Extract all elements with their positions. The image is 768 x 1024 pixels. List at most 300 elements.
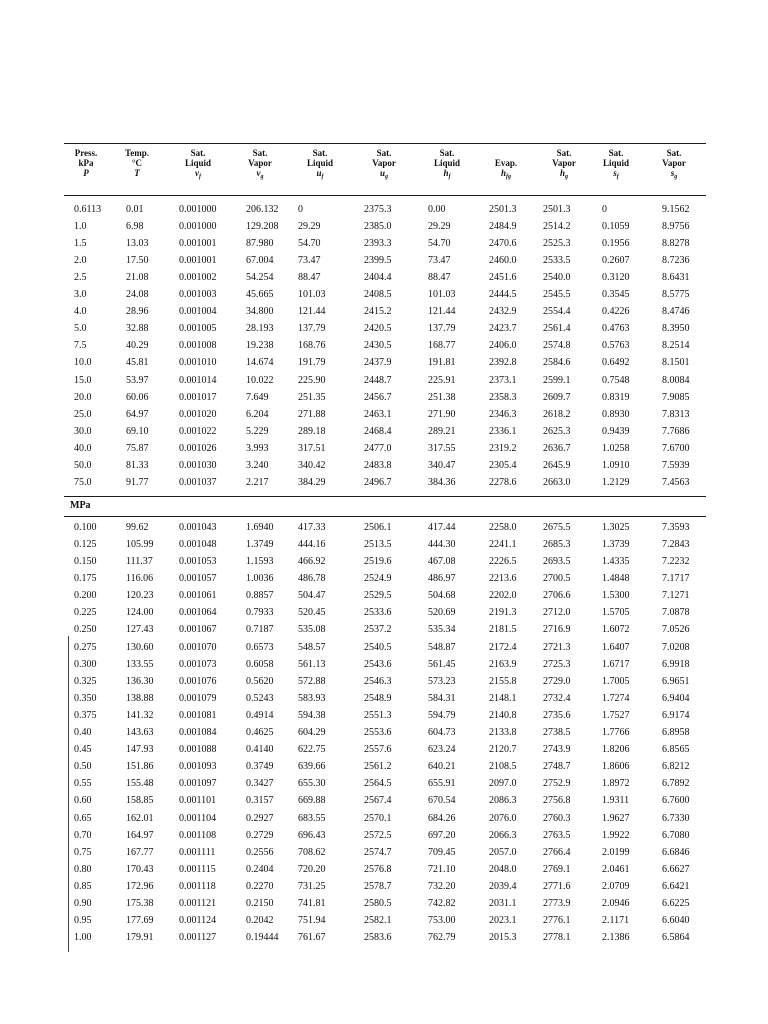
symbol: u bbox=[316, 168, 322, 178]
column-header bbox=[434, 148, 460, 182]
table-row bbox=[64, 864, 706, 881]
table-cell: 384.29 bbox=[298, 476, 326, 488]
table-cell: 64.97 bbox=[126, 408, 149, 420]
table-cell: 732.20 bbox=[428, 880, 456, 892]
table-cell: 54.254 bbox=[246, 272, 274, 284]
table-row bbox=[64, 727, 706, 744]
table-cell: 2580.5 bbox=[364, 898, 392, 910]
table-cell: 317.55 bbox=[428, 442, 456, 454]
left-edge-rule bbox=[68, 636, 69, 952]
table-cell: 2553.6 bbox=[364, 727, 392, 739]
table-cell: 1.6940 bbox=[246, 521, 274, 533]
table-cell: 6.204 bbox=[246, 408, 269, 420]
column-header-symbol bbox=[248, 168, 272, 182]
table-cell: 2406.0 bbox=[489, 340, 517, 352]
table-row bbox=[64, 847, 706, 864]
table-cell: 2031.1 bbox=[489, 898, 517, 910]
symbol: h bbox=[500, 168, 507, 178]
symbol-subscript: g bbox=[674, 174, 678, 180]
column-header-line2: Vapor bbox=[552, 158, 576, 168]
column-header-symbol bbox=[125, 168, 149, 182]
table-cell: 2752.9 bbox=[543, 778, 571, 790]
table-cell: 6.9404 bbox=[662, 692, 690, 704]
table-row bbox=[64, 460, 706, 477]
table-cell: 0.225 bbox=[74, 607, 97, 619]
column-header-line1: Sat. bbox=[376, 148, 392, 158]
table-cell: 8.2514 bbox=[662, 340, 690, 352]
table-row bbox=[64, 676, 706, 693]
table-cell: 53.97 bbox=[126, 374, 149, 386]
symbol: T bbox=[134, 168, 140, 178]
table-cell: 5.0 bbox=[74, 323, 87, 335]
table-cell: 9.1562 bbox=[662, 204, 690, 215]
table-cell: 7.8313 bbox=[662, 408, 690, 420]
table-cell: 2557.6 bbox=[364, 744, 392, 756]
table-row bbox=[64, 238, 706, 255]
section-rule-top bbox=[64, 496, 706, 497]
table-cell: 561.13 bbox=[298, 658, 326, 670]
table-cell: 2202.0 bbox=[489, 590, 517, 602]
column-header-line1: Sat. bbox=[252, 148, 268, 158]
column-header-symbol bbox=[372, 168, 396, 182]
table-cell: 669.88 bbox=[298, 795, 326, 807]
table-cell: 1.8206 bbox=[602, 744, 630, 756]
table-cell: 6.6040 bbox=[662, 915, 690, 927]
table-cell: 504.68 bbox=[428, 590, 456, 602]
column-header bbox=[552, 148, 576, 182]
table-cell: 116.06 bbox=[126, 573, 154, 585]
table-cell: 6.7892 bbox=[662, 778, 690, 790]
table-cell: 1.6072 bbox=[602, 624, 630, 636]
table-cell: 2732.4 bbox=[543, 692, 571, 704]
table-cell: 0.7548 bbox=[602, 374, 630, 386]
header-rule bbox=[64, 195, 706, 196]
table-cell: 2140.8 bbox=[489, 709, 517, 721]
table-cell: 683.55 bbox=[298, 812, 326, 824]
table-cell: 0.001111 bbox=[179, 846, 216, 858]
table-cell: 29.29 bbox=[428, 221, 451, 233]
table-row bbox=[64, 573, 706, 590]
table-cell: 7.649 bbox=[246, 391, 269, 403]
table-cell: 731.25 bbox=[298, 880, 326, 892]
table-cell: 91.77 bbox=[126, 476, 149, 488]
table-cell: 1.7766 bbox=[602, 727, 630, 739]
table-cell: 0.001076 bbox=[179, 675, 217, 687]
table-cell: 45.81 bbox=[126, 357, 149, 369]
table-cell: 0.001108 bbox=[179, 829, 217, 841]
table-cell: 2437.9 bbox=[364, 357, 392, 369]
table-cell: 0.001001 bbox=[179, 255, 217, 267]
table-cell: 1.3025 bbox=[602, 521, 630, 533]
table-cell: 155.48 bbox=[126, 778, 154, 790]
table-cell: 151.86 bbox=[126, 761, 154, 773]
table-cell: 2533.6 bbox=[364, 607, 392, 619]
table-cell: 0.001115 bbox=[179, 863, 216, 875]
table-row bbox=[64, 778, 706, 795]
table-cell: 7.3593 bbox=[662, 521, 690, 533]
table-cell: 2468.4 bbox=[364, 425, 392, 437]
table-cell: 2.217 bbox=[246, 476, 269, 488]
table-cell: 0.001000 bbox=[179, 204, 217, 215]
column-header bbox=[248, 148, 272, 182]
table-cell: 466.92 bbox=[298, 556, 326, 568]
table-cell: 34.800 bbox=[246, 306, 274, 318]
table-cell: 535.08 bbox=[298, 624, 326, 636]
table-cell: 1.4848 bbox=[602, 573, 630, 585]
table-cell: 162.01 bbox=[126, 812, 154, 824]
table-cell: 7.1271 bbox=[662, 590, 690, 602]
column-header-line2: Liquid bbox=[433, 158, 461, 168]
table-cell: 2582.1 bbox=[364, 915, 392, 927]
table-cell: 0.001067 bbox=[179, 624, 217, 636]
table-cell: 60.06 bbox=[126, 391, 149, 403]
table-cell: 121.44 bbox=[298, 306, 326, 318]
table-cell: 87.980 bbox=[246, 238, 274, 250]
table-cell: 561.45 bbox=[428, 658, 456, 670]
table-cell: 3.240 bbox=[246, 459, 269, 471]
table-cell: 5.229 bbox=[246, 425, 269, 437]
table-cell: 1.7005 bbox=[602, 675, 630, 687]
table-cell: 2506.1 bbox=[364, 521, 392, 533]
table-cell: 179.91 bbox=[126, 932, 154, 944]
table-cell: 2578.7 bbox=[364, 880, 392, 892]
table-cell: 164.97 bbox=[126, 829, 154, 841]
table-cell: 6.5864 bbox=[662, 932, 690, 944]
table-cell: 0.001014 bbox=[179, 374, 217, 386]
table-cell: 0.2042 bbox=[246, 915, 274, 927]
table-cell: 0.75 bbox=[74, 846, 92, 858]
table-cell: 2415.2 bbox=[364, 306, 392, 318]
table-cell: 7.0208 bbox=[662, 641, 690, 653]
table-cell: 1.8972 bbox=[602, 778, 630, 790]
column-header-symbol bbox=[495, 168, 517, 182]
table-cell: 2773.9 bbox=[543, 898, 571, 910]
table-row bbox=[64, 693, 706, 710]
symbol: P bbox=[83, 168, 89, 178]
table-cell: 32.88 bbox=[126, 323, 149, 335]
table-cell: 0.55 bbox=[74, 778, 92, 790]
table-cell: 136.30 bbox=[126, 675, 154, 687]
table-cell: 3.0 bbox=[74, 289, 87, 301]
table-cell: 2574.8 bbox=[543, 340, 571, 352]
table-cell: 2769.1 bbox=[543, 863, 571, 875]
table-cell: 0.001061 bbox=[179, 590, 217, 602]
table-cell: 2448.7 bbox=[364, 374, 392, 386]
table-cell: 6.6846 bbox=[662, 846, 690, 858]
table-cell: 761.67 bbox=[298, 932, 326, 944]
table-cell: 2675.5 bbox=[543, 521, 571, 533]
table-cell: 2519.6 bbox=[364, 556, 392, 568]
table-cell: 2460.0 bbox=[489, 255, 517, 267]
table-cell: 2423.7 bbox=[489, 323, 517, 335]
table-cell: 6.7080 bbox=[662, 829, 690, 841]
table-cell: 0.001057 bbox=[179, 573, 217, 585]
table-cell: 8.9756 bbox=[662, 221, 690, 233]
table-cell: 1.2129 bbox=[602, 476, 630, 488]
table-cell: 0.9439 bbox=[602, 425, 630, 437]
table-cell: 101.03 bbox=[428, 289, 456, 301]
table-cell: 0.2556 bbox=[246, 846, 274, 858]
table-cell: 0.01 bbox=[126, 204, 144, 215]
table-cell: 2546.3 bbox=[364, 675, 392, 687]
table-cell: 2451.6 bbox=[489, 272, 517, 284]
column-header-line2: Vapor bbox=[372, 158, 396, 168]
table-cell: 2404.4 bbox=[364, 272, 392, 284]
table-cell: 75.87 bbox=[126, 442, 149, 454]
section-rule-bottom bbox=[64, 516, 706, 517]
table-cell: 2.1171 bbox=[602, 915, 630, 927]
table-cell: 2771.6 bbox=[543, 880, 571, 892]
table-cell: 10.022 bbox=[246, 374, 274, 386]
table-cell: 2685.3 bbox=[543, 538, 571, 550]
table-cell: 1.4335 bbox=[602, 556, 630, 568]
symbol: v bbox=[256, 168, 261, 178]
table-cell: 0.4914 bbox=[246, 709, 274, 721]
table-cell: 0.8857 bbox=[246, 590, 274, 602]
table-cell: 741.81 bbox=[298, 898, 326, 910]
table-cell: 1.00 bbox=[74, 932, 92, 944]
table-cell: 168.76 bbox=[298, 340, 326, 352]
table-cell: 8.8278 bbox=[662, 238, 690, 250]
table-cell: 191.81 bbox=[428, 357, 456, 369]
column-header bbox=[495, 148, 517, 182]
table-cell: 0.4763 bbox=[602, 323, 630, 335]
table-cell: 225.91 bbox=[428, 374, 456, 386]
table-cell: 1.7527 bbox=[602, 709, 630, 721]
table-cell: 2120.7 bbox=[489, 744, 517, 756]
table-cell: 0.001081 bbox=[179, 709, 217, 721]
table-cell: 2477.0 bbox=[364, 442, 392, 454]
table-cell: 2540.0 bbox=[543, 272, 571, 284]
table-cell: 2258.0 bbox=[489, 521, 517, 533]
table-cell: 0.2150 bbox=[246, 898, 274, 910]
table-cell: 0.001000 bbox=[179, 221, 217, 233]
column-header-symbol bbox=[185, 168, 211, 182]
table-cell: 2567.4 bbox=[364, 795, 392, 807]
table-cell: 0.2729 bbox=[246, 829, 274, 841]
table-cell: 655.30 bbox=[298, 778, 326, 790]
table-cell: 2700.5 bbox=[543, 573, 571, 585]
table-cell: 2163.9 bbox=[489, 658, 517, 670]
table-row bbox=[64, 659, 706, 676]
column-header-line2: Vapor bbox=[662, 158, 686, 168]
table-cell: 7.4563 bbox=[662, 476, 690, 488]
symbol: h bbox=[559, 168, 565, 178]
table-cell: 175.38 bbox=[126, 898, 154, 910]
table-cell: 0.001005 bbox=[179, 323, 217, 335]
table-cell: 2048.0 bbox=[489, 863, 517, 875]
table-cell: 0.001097 bbox=[179, 778, 217, 790]
column-header-line2: °C bbox=[131, 158, 143, 168]
column-header bbox=[372, 148, 396, 182]
table-cell: 0.5243 bbox=[246, 692, 274, 704]
table-cell: 2213.6 bbox=[489, 573, 517, 585]
table-cell: 21.08 bbox=[126, 272, 149, 284]
table-cell: 2525.3 bbox=[543, 238, 571, 250]
table-cell: 2561.2 bbox=[364, 761, 392, 773]
column-header-line1: Sat. bbox=[608, 148, 624, 158]
table-cell: 2408.5 bbox=[364, 289, 392, 301]
table-cell: 0.3120 bbox=[602, 272, 630, 284]
table-cell: 2706.6 bbox=[543, 590, 571, 602]
table-cell: 2133.8 bbox=[489, 727, 517, 739]
table-cell: 0.001104 bbox=[179, 812, 217, 824]
table-cell: 753.00 bbox=[428, 915, 456, 927]
table-cell: 0.80 bbox=[74, 863, 92, 875]
table-cell: 2305.4 bbox=[489, 459, 517, 471]
table-cell: 548.87 bbox=[428, 641, 456, 653]
table-row bbox=[64, 272, 706, 289]
table-row bbox=[64, 255, 706, 272]
table-cell: 13.03 bbox=[126, 238, 149, 250]
table-cell: 0.85 bbox=[74, 880, 92, 892]
table-cell: 709.45 bbox=[428, 846, 456, 858]
table-cell: 127.43 bbox=[126, 624, 154, 636]
table-cell: 75.0 bbox=[74, 476, 92, 488]
table-cell: 639.66 bbox=[298, 761, 326, 773]
column-header-symbol bbox=[552, 168, 576, 182]
table-cell: 54.70 bbox=[428, 238, 451, 250]
table-cell: 684.26 bbox=[428, 812, 456, 824]
table-cell: 1.5705 bbox=[602, 607, 630, 619]
table-cell: 0.001118 bbox=[179, 880, 216, 892]
table-cell: 2319.2 bbox=[489, 442, 517, 454]
table-cell: 2712.0 bbox=[543, 607, 571, 619]
column-header-line1: Press. bbox=[74, 148, 98, 158]
table-row bbox=[64, 323, 706, 340]
table-cell: 7.5 bbox=[74, 340, 87, 352]
table-cell: 0.001003 bbox=[179, 289, 217, 301]
table-cell: 0.6492 bbox=[602, 357, 630, 369]
table-cell: 2609.7 bbox=[543, 391, 571, 403]
table-cell: 2039.4 bbox=[489, 880, 517, 892]
table-cell: 384.36 bbox=[428, 476, 456, 488]
table-cell: 584.31 bbox=[428, 692, 456, 704]
table-cell: 172.96 bbox=[126, 880, 154, 892]
table-cell: 2543.6 bbox=[364, 658, 392, 670]
table-cell: 0.001084 bbox=[179, 727, 217, 739]
table-cell: 2636.7 bbox=[543, 442, 571, 454]
table-cell: 99.62 bbox=[126, 521, 149, 533]
table-cell: 0.2404 bbox=[246, 863, 274, 875]
table-cell: 101.03 bbox=[298, 289, 326, 301]
table-cell: 520.45 bbox=[298, 607, 326, 619]
table-cell: 1.5300 bbox=[602, 590, 630, 602]
table-cell: 3.993 bbox=[246, 442, 269, 454]
table-cell: 130.60 bbox=[126, 641, 154, 653]
table-cell: 289.21 bbox=[428, 425, 456, 437]
table-row bbox=[64, 289, 706, 306]
table-cell: 2.0946 bbox=[602, 898, 630, 910]
table-cell: 0.001008 bbox=[179, 340, 217, 352]
column-header-line1 bbox=[495, 148, 517, 158]
table-cell: 29.29 bbox=[298, 221, 321, 233]
table-cell: 289.18 bbox=[298, 425, 326, 437]
table-row bbox=[64, 392, 706, 409]
column-header-symbol bbox=[662, 168, 686, 182]
table-cell: 0.001017 bbox=[179, 391, 217, 403]
table-cell: 2748.7 bbox=[543, 761, 571, 773]
table-cell: 2470.6 bbox=[489, 238, 517, 250]
table-cell: 2551.3 bbox=[364, 709, 392, 721]
table-cell: 137.79 bbox=[428, 323, 456, 335]
column-header bbox=[662, 148, 686, 182]
table-row bbox=[64, 761, 706, 778]
table-cell: 50.0 bbox=[74, 459, 92, 471]
table-cell: 6.9918 bbox=[662, 658, 690, 670]
table-cell: 0.90 bbox=[74, 898, 92, 910]
table-row bbox=[64, 813, 706, 830]
table-row bbox=[64, 932, 706, 949]
table-cell: 417.33 bbox=[298, 521, 326, 533]
table-cell: 2336.1 bbox=[489, 425, 517, 437]
table-cell: 2.0461 bbox=[602, 863, 630, 875]
table-cell: 0.1956 bbox=[602, 238, 630, 250]
table-cell: 504.47 bbox=[298, 590, 326, 602]
table-cell: 158.85 bbox=[126, 795, 154, 807]
table-cell: 0.6113 bbox=[74, 204, 102, 215]
column-header-symbol bbox=[307, 168, 333, 182]
table-cell: 10.0 bbox=[74, 357, 92, 369]
table-cell: 467.08 bbox=[428, 556, 456, 568]
table-cell: 133.55 bbox=[126, 658, 154, 670]
table-row bbox=[64, 881, 706, 898]
table-cell: 0.2270 bbox=[246, 880, 274, 892]
table-cell: 0.001002 bbox=[179, 272, 217, 284]
table-cell: 40.29 bbox=[126, 340, 149, 352]
table-cell: 1.8606 bbox=[602, 761, 630, 773]
table-cell: 0.60 bbox=[74, 795, 92, 807]
table-cell: 0.250 bbox=[74, 624, 97, 636]
table-cell: 8.1501 bbox=[662, 357, 690, 369]
table-row bbox=[64, 522, 706, 539]
table-cell: 2548.9 bbox=[364, 692, 392, 704]
table-cell: 2584.6 bbox=[543, 357, 571, 369]
table-cell: 0.5620 bbox=[246, 675, 274, 687]
table-cell: 0.3427 bbox=[246, 778, 274, 790]
table-cell: 444.16 bbox=[298, 538, 326, 550]
table-cell: 2513.5 bbox=[364, 538, 392, 550]
table-cell: 2.0 bbox=[74, 255, 87, 267]
table-cell: 594.79 bbox=[428, 709, 456, 721]
table-cell: 2420.5 bbox=[364, 323, 392, 335]
table-cell: 2725.3 bbox=[543, 658, 571, 670]
table-cell: 2.0709 bbox=[602, 880, 630, 892]
symbol-subscript: g bbox=[385, 174, 388, 180]
table-cell: 2399.5 bbox=[364, 255, 392, 267]
table-cell: 2278.6 bbox=[489, 476, 517, 488]
table-cell: 2241.1 bbox=[489, 538, 517, 550]
table-cell: 6.9651 bbox=[662, 675, 690, 687]
table-cell: 6.6627 bbox=[662, 863, 690, 875]
symbol-subscript: fg bbox=[506, 174, 512, 180]
table-cell: 0.325 bbox=[74, 675, 97, 687]
table-cell: 6.8958 bbox=[662, 727, 690, 739]
table-cell: 7.0878 bbox=[662, 607, 690, 619]
table-cell: 2564.5 bbox=[364, 778, 392, 790]
table-cell: 2393.3 bbox=[364, 238, 392, 250]
symbol: s bbox=[613, 168, 617, 178]
column-header-line2: kPa bbox=[78, 158, 94, 168]
table-cell: 251.38 bbox=[428, 391, 456, 403]
table-cell: 7.9085 bbox=[662, 391, 690, 403]
column-header bbox=[75, 148, 98, 182]
table-cell: 0.8319 bbox=[602, 391, 630, 403]
table-cell: 0.95 bbox=[74, 915, 92, 927]
table-cell: 167.77 bbox=[126, 846, 154, 858]
table-cell: 2.1386 bbox=[602, 932, 630, 944]
table-cell: 520.69 bbox=[428, 607, 456, 619]
